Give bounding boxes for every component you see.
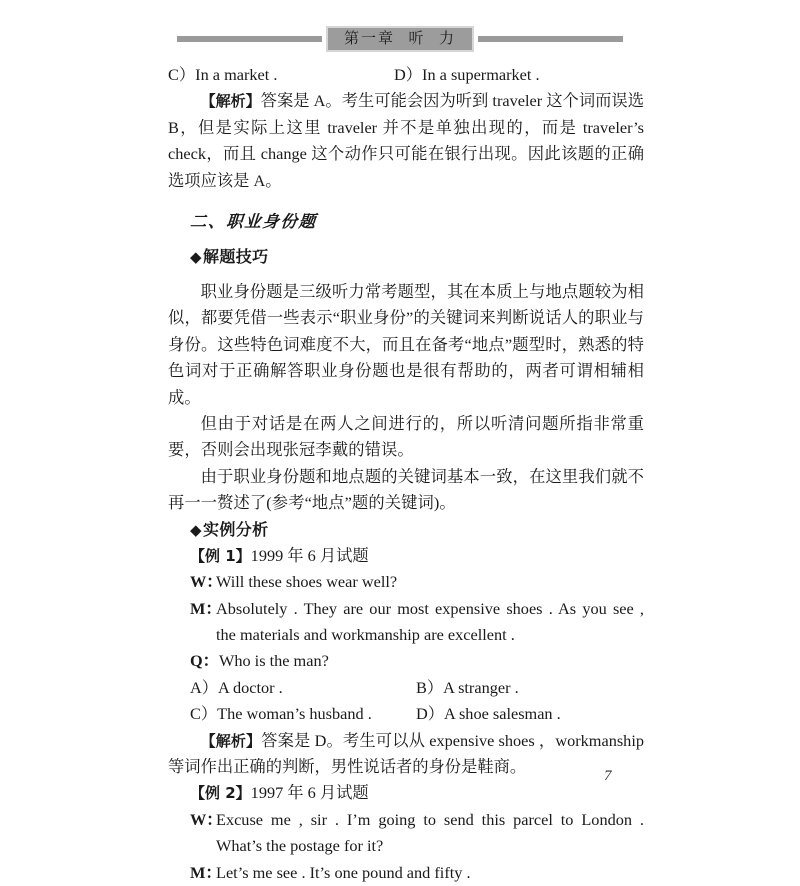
spacer — [168, 235, 644, 244]
speaker-label: W： — [190, 809, 223, 829]
analysis-label: 【解析】 — [200, 731, 262, 750]
speaker-label: M： — [190, 598, 222, 618]
example-2-line-m — [168, 860, 644, 886]
speaker-utterance: Excuse me , sir . I’m going to send this parcel to London . — [216, 809, 644, 829]
example-1-line-m — [168, 596, 644, 622]
page-number: 7 — [604, 768, 612, 784]
example-1-question — [168, 648, 644, 674]
speaker-label: M： — [190, 862, 222, 882]
header-rule-left — [177, 36, 322, 42]
example-2-line-w-cont — [168, 833, 644, 859]
example-2-line-w — [168, 807, 644, 833]
analysis-text: 答案是 A。考生可能会因为听到 traveler 这个词而误选 B，但是实际上这里 traveler 并不是单独出现的，而是 traveler’s check，而且 change 这个动作只可能在银行出现。因此该题的正确选项应该是 A。 — [168, 91, 644, 190]
diamond-icon: ◆ — [190, 520, 202, 539]
example-1-options — [168, 675, 644, 728]
diamond-icon: ◆ — [190, 248, 202, 267]
examples-subheading — [168, 517, 644, 543]
skills-subheading-label: 解题技巧 — [202, 247, 269, 267]
option-d: D）A shoe salesman . — [416, 704, 561, 724]
speaker-label-spacer — [190, 622, 216, 648]
example-2-number: 【例 2】 — [190, 784, 251, 803]
speaker-utterance: Let’s me see . It’s one pound and fifty . — [216, 862, 471, 882]
chapter-title: 第一章 听 力 — [343, 29, 457, 47]
speaker-utterance-continuation: the materials and workmanship are excellent . — [216, 624, 515, 644]
question-label: Q： — [190, 651, 219, 671]
speaker-label: W： — [190, 572, 223, 592]
speaker-utterance: Absolutely . They are our most expensive shoes . As you see , — [216, 598, 644, 618]
option-d: D）In a supermarket . — [394, 65, 540, 84]
speaker-label-spacer — [190, 833, 216, 859]
section-paragraph-1: 职业身份题是三级听力常考题型，其在本质上与地点题较为相似，都要凭借一些表示“职业身份”的关键词来判断说话人的职业与身份。这些特色词难度不大，而且在备考“地点”题型时，熟悉的特色词对于正确解答职业身份题也是很有帮助的，两者可谓相辅相成。 — [168, 282, 644, 407]
option-c: C）The woman’s husband . — [190, 704, 372, 724]
analysis-label: 【解析】 — [200, 92, 261, 111]
examples-subheading-label: 实例分析 — [202, 519, 269, 539]
spacer — [168, 270, 644, 279]
option-row — [190, 701, 644, 727]
option-b: B）A stranger . — [416, 677, 519, 697]
example-2-source: 1997 年 6 月试题 — [250, 783, 369, 803]
header-rule-right — [478, 36, 623, 42]
example-1-line-w — [168, 569, 644, 595]
chapter-title-box — [326, 26, 474, 52]
example-1-line-m-cont — [168, 622, 644, 648]
skills-subheading — [168, 244, 644, 270]
analysis-text: 答案是 D。考生可以从 expensive shoes ，workmanship 等词作出正确的判断，男性说话者的身份是鞋商。 — [168, 730, 644, 776]
page-content — [168, 62, 644, 886]
example-1-label — [168, 543, 644, 569]
example-1-number: 【例 1】 — [190, 546, 251, 565]
spacer — [168, 194, 644, 209]
example-2-label — [168, 780, 644, 806]
speaker-utterance-continuation: What’s the postage for it? — [216, 836, 384, 856]
running-header — [0, 26, 800, 52]
speaker-utterance: Will these shoes wear well? — [216, 572, 398, 592]
section-heading: 二、职业身份题 — [189, 212, 318, 232]
previous-question-analysis — [168, 88, 644, 194]
example-1-analysis — [168, 728, 644, 781]
section-paragraph-2: 但由于对话是在两人之间进行的，所以听清问题所指非常重要，否则会出现张冠李戴的错误。 — [168, 414, 644, 460]
option-c: C）In a market . — [168, 65, 278, 84]
option-row — [190, 675, 644, 701]
previous-question-options — [168, 62, 644, 88]
example-1-source: 1999 年 6 月试题 — [250, 545, 369, 565]
question-text: Who is the man? — [218, 651, 329, 671]
section-paragraph-3: 由于职业身份题和地点题的关键词基本一致，在这里我们就不再一一赘述了(参考“地点”题的关键词)。 — [168, 466, 644, 513]
option-a: A）A doctor . — [190, 677, 283, 697]
